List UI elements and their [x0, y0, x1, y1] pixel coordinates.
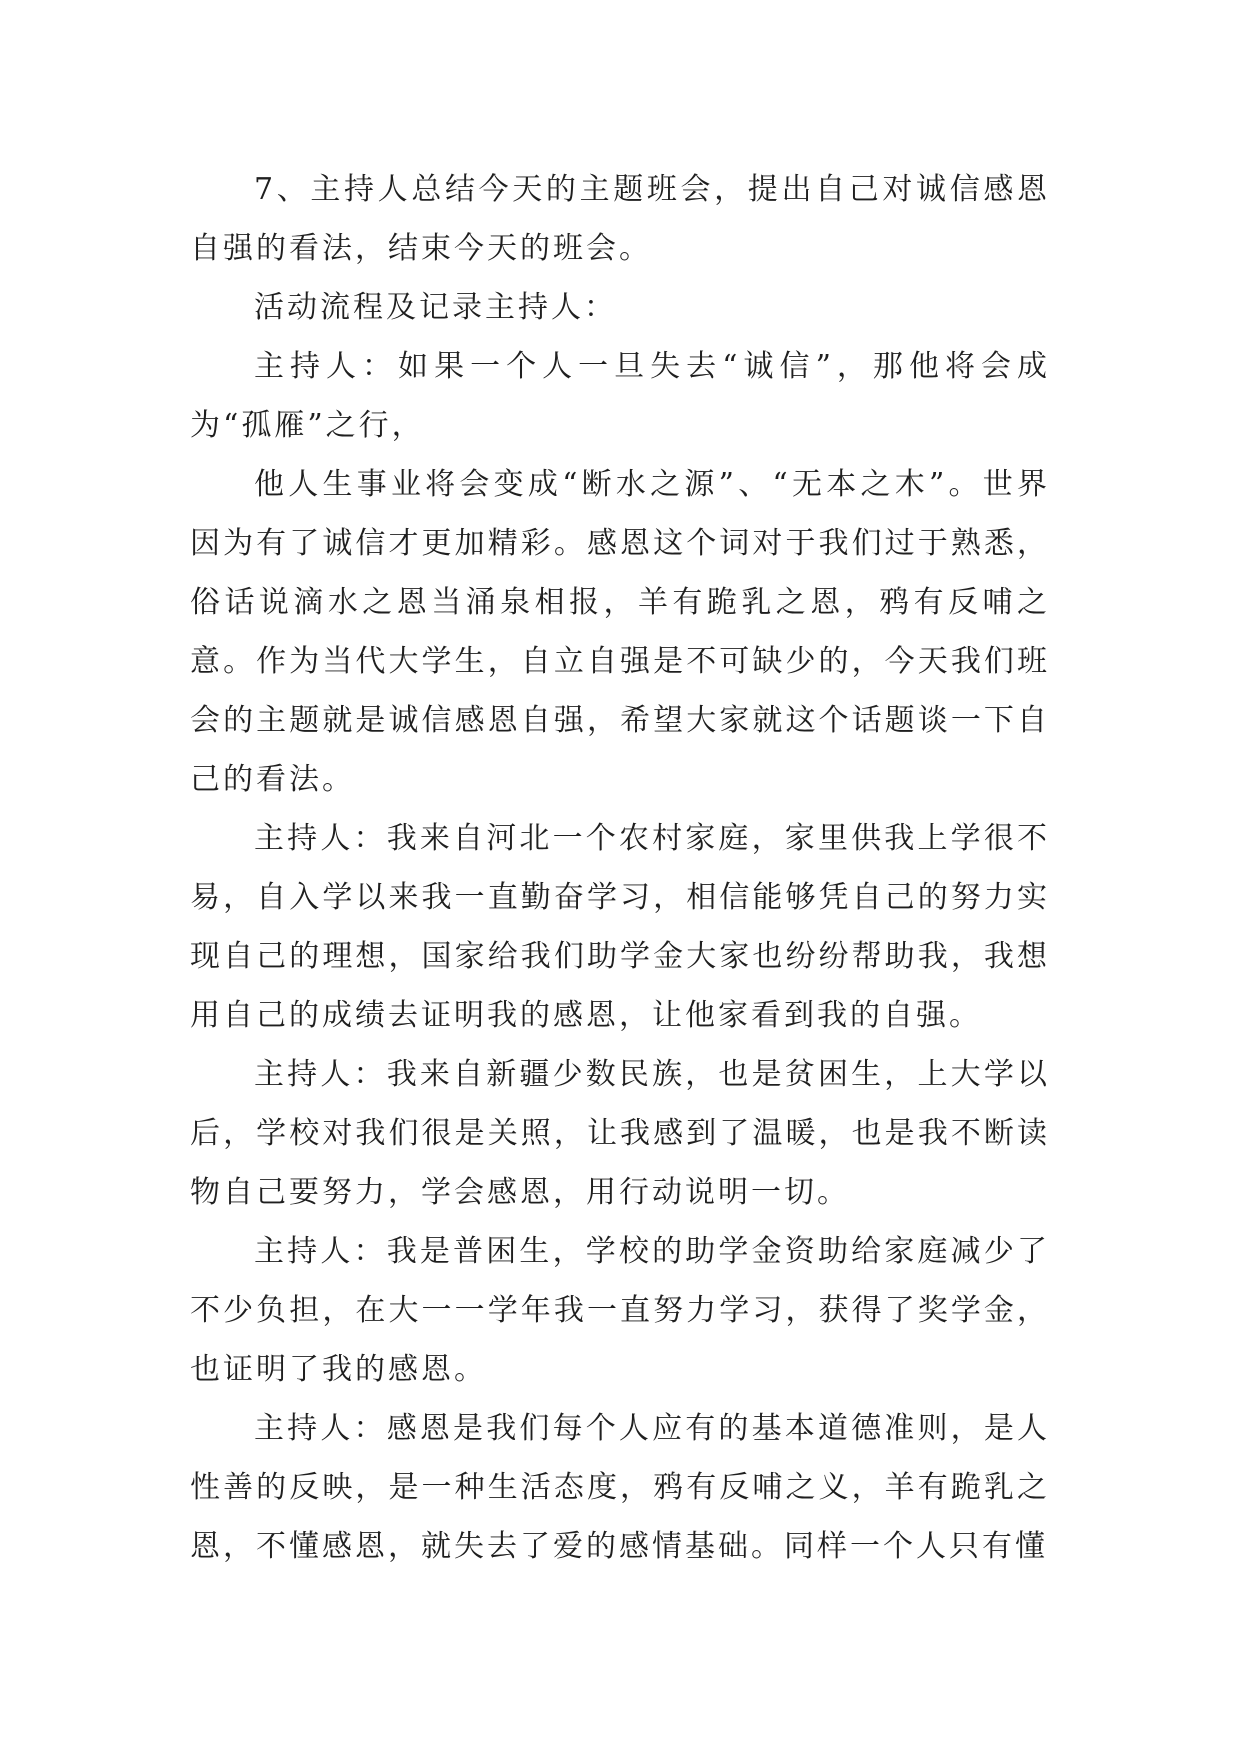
paragraph-host-intro-continued: 他人生事业将会变成“断水之源”、“无本之木”。世界因为有了诚信才更加精彩。感恩这个词对于我们过于熟悉，俗话说滴水之恩当涌泉相报，羊有跪乳之恩，鸦有反哺之意。作为当代大学生，自立自强是不可缺少的，今天我们班会的主题就是诚信感恩自强，希望大家就这个话题谈一下自己的看法。: [190, 467, 1050, 797]
paragraph-activity-heading: 活动流程及记录主持人：: [254, 290, 617, 325]
paragraph-summary: 7、主持人总结今天的主题班会，提出自己对诚信感恩自强的看法，结束今天的班会。: [190, 172, 1050, 266]
paragraph-host-intro: 主持人：如果一个人一旦失去“诚信”，那他将会成为“孤雁”之行，: [190, 349, 1050, 443]
paragraph-speaker-hebei: 主持人：我来自河北一个农村家庭，家里供我上学很不易，自入学以来我一直勤奋学习，相信能够凭自己的努力实现自己的理想，国家给我们助学金大家也纷纷帮助我，我想用自己的成绩去证明我的感恩，让他家看到我的自强。: [190, 821, 1050, 1033]
paragraph-speaker-xinjiang: 主持人：我来自新疆少数民族，也是贫困生，上大学以后，学校对我们很是关照，让我感到了温暖，也是我不断读物自己要努力，学会感恩，用行动说明一切。: [190, 1057, 1050, 1210]
paragraph-speaker-scholarship: 主持人：我是普困生，学校的助学金资助给家庭减少了不少负担，在大一一学年我一直努力学习，获得了奖学金，也证明了我的感恩。: [190, 1234, 1050, 1387]
paragraph-host-gratitude: 主持人：感恩是我们每个人应有的基本道德准则，是人性善的反映，是一种生活态度，鸦有反哺之义，羊有跪乳之恩，不懂感恩，就失去了爱的感情基础。同样一个人只有懂: [190, 1411, 1050, 1564]
document-body: [190, 160, 1050, 1576]
